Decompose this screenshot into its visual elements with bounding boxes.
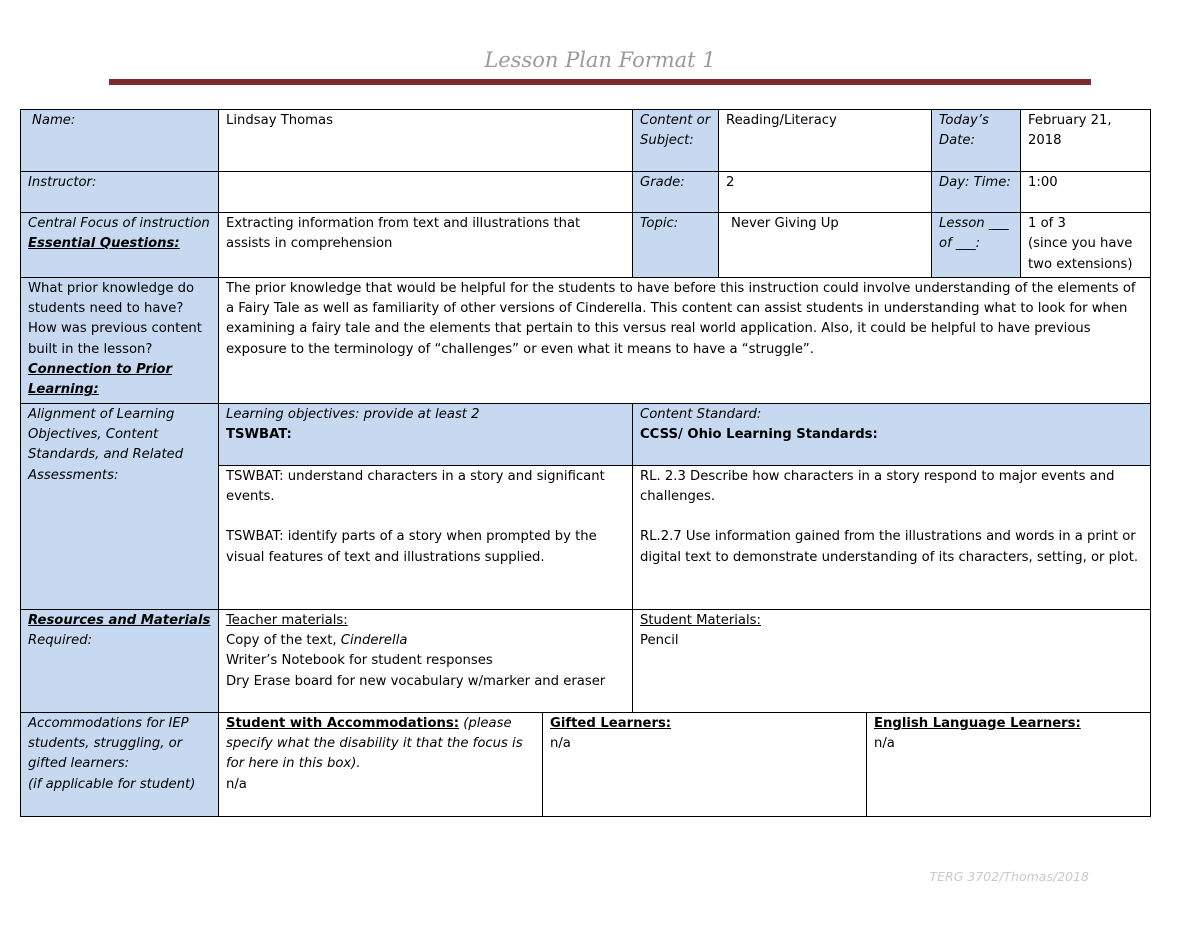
topic-label: Topic: — [633, 213, 719, 278]
student-materials-cell[interactable] — [633, 609, 1151, 712]
grade-label: Grade: — [633, 172, 719, 213]
gifted-header: Gifted Learners: — [550, 715, 672, 731]
standard-header-cell — [633, 403, 1151, 465]
lesson-note: (since you have two extensions) — [1028, 236, 1133, 272]
iep-header: Student with Accommodations: — [226, 715, 460, 731]
date-label: Today’s Date: — [932, 110, 1021, 172]
instructor-value[interactable] — [219, 172, 633, 213]
teacher-materials-cell[interactable] — [219, 609, 633, 712]
grade-value[interactable]: 2 — [719, 172, 932, 213]
resources-required: Required: — [28, 632, 93, 648]
teacher-material-item: Copy of the text, Cinderella — [226, 632, 408, 648]
time-value[interactable]: 1:00 — [1021, 172, 1151, 213]
accommodations-container — [219, 712, 1151, 816]
focus-label-cell — [21, 213, 219, 278]
date-value[interactable]: February 21, 2018 — [1021, 110, 1151, 172]
student-material-item: Pencil — [640, 632, 679, 648]
iep-cell[interactable] — [219, 713, 543, 816]
accommodations-label-cell — [21, 712, 219, 816]
standard-sub: CCSS/ Ohio Learning Standards: — [640, 426, 878, 442]
instructor-label: Instructor: — [21, 172, 219, 213]
lesson-label: Lesson ___ of ___: — [932, 213, 1021, 278]
objectives-sub: TSWBAT: — [226, 426, 292, 442]
iep-note: (please specify what the disability it that the focus is for here in this box). — [226, 715, 523, 772]
teacher-material-item: Writer’s Notebook for student responses — [226, 653, 493, 669]
standard-1: RL. 2.3 Describe how characters in a story respond to major events and challenges. — [640, 468, 1115, 504]
gifted-cell[interactable] — [543, 713, 867, 816]
student-materials-header: Student Materials: — [640, 612, 761, 628]
gifted-value: n/a — [550, 735, 571, 751]
objective-2: TSWBAT: identify parts of a story when prompted by the visual features of text and illustrations supplied. — [226, 529, 597, 565]
standards-cell[interactable] — [633, 465, 1151, 609]
document-title: Lesson Plan Format 1 — [484, 48, 716, 72]
resources-label-cell — [21, 609, 219, 712]
prior-connection-label: Connection to Prior Learning: — [28, 362, 172, 398]
alignment-label: Alignment of Learning Objectives, Content Standards, and Related Assessments: — [21, 403, 219, 609]
topic-value[interactable]: Never Giving Up — [719, 213, 932, 278]
ell-header: English Language Learners: — [874, 715, 1081, 731]
focus-label: Central Focus of instruction — [28, 216, 210, 231]
teacher-materials-header: Teacher materials: — [226, 612, 348, 628]
page-footer: TERG 3702/Thomas/2018 — [929, 869, 1089, 884]
lesson-value: 1 of 3 — [1028, 216, 1066, 231]
lesson-value-cell[interactable] — [1021, 213, 1151, 278]
prior-label: What prior knowledge do students need to have? How was previous content built in the lesson? — [28, 280, 202, 357]
accommodations-label: Accommodations for IEP students, struggling, or gifted learners: — [28, 715, 189, 772]
iep-value: n/a — [226, 776, 247, 792]
subject-label: Content or Subject: — [633, 110, 719, 172]
resources-label: Resources and Materials — [28, 612, 211, 628]
essential-questions-label: Essential Questions: — [28, 236, 180, 252]
standard-header: Content Standard: — [640, 406, 762, 422]
ell-cell[interactable] — [867, 713, 1151, 816]
prior-label-cell — [21, 277, 219, 403]
teacher-material-item: Dry Erase board for new vocabulary w/marker and eraser — [226, 673, 606, 689]
title-divider — [109, 79, 1091, 85]
objective-1: TSWBAT: understand characters in a story and significant events. — [226, 468, 605, 504]
name-value[interactable]: Lindsay Thomas — [219, 110, 633, 172]
lesson-plan-table — [20, 109, 1151, 817]
time-label: Day: Time: — [932, 172, 1021, 213]
objectives-header: Learning objectives: provide at least 2 — [226, 406, 480, 422]
subject-value[interactable]: Reading/Literacy — [719, 110, 932, 172]
objectives-header-cell — [219, 403, 633, 465]
ell-value: n/a — [874, 735, 895, 751]
objectives-cell[interactable] — [219, 465, 633, 609]
accommodations-note: (if applicable for student) — [28, 776, 196, 792]
focus-value[interactable]: Extracting information from text and illustrations that assists in comprehension — [219, 213, 633, 278]
standard-2: RL.2.7 Use information gained from the illustrations and words in a print or digital text to demonstrate understanding of its characters, setting, or plot. — [640, 529, 1139, 565]
name-label: Name: — [21, 110, 219, 172]
prior-text[interactable]: The prior knowledge that would be helpful for the students to have before this instruction could involve understanding of the elements of a Fairy Tale as well as familiarity of other versions of Cinderella. This content can assist students in understanding what to look for when examining a fairy tale and the elements that pertain to this versus real world application. Also, it could be helpful to have previous exposure to the terminology of “challenges” or even what it means to have a “struggle”. — [219, 277, 1151, 403]
